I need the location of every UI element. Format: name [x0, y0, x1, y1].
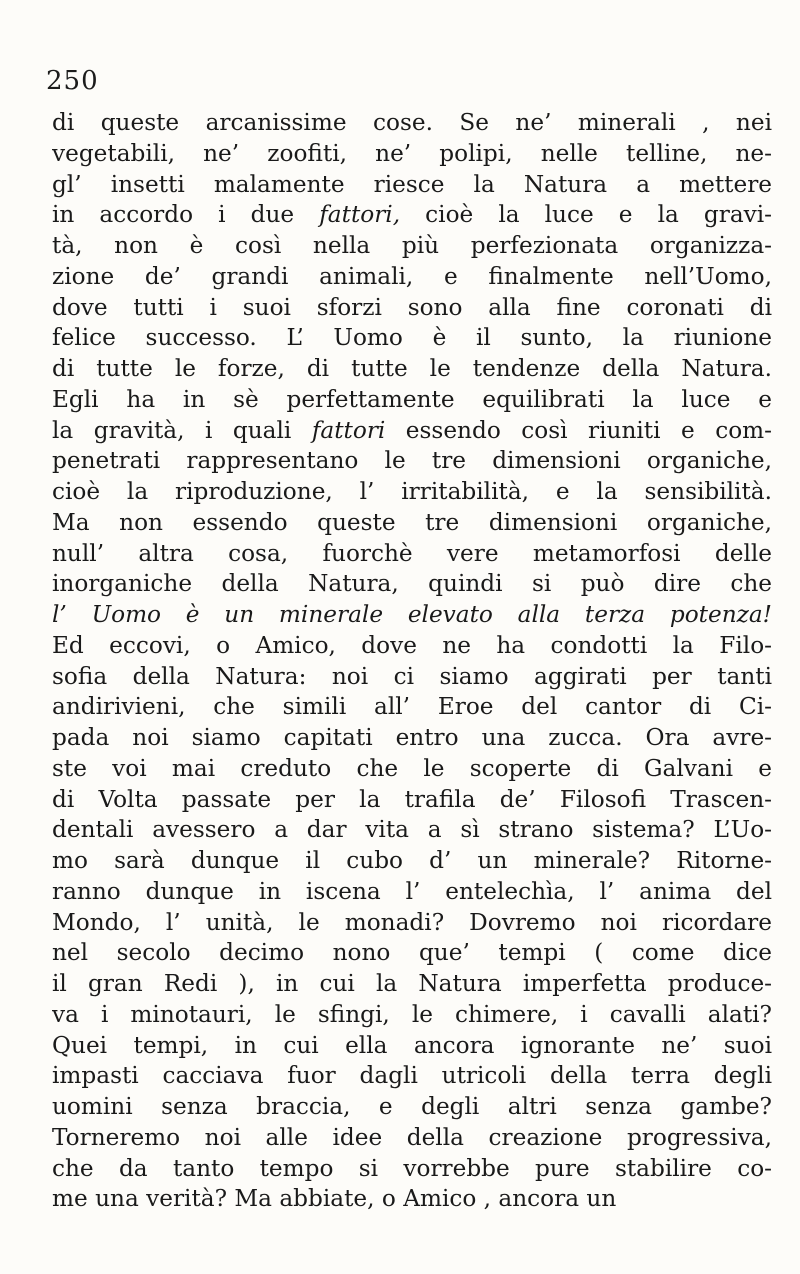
text-segment: va i minotauri, le sfingi, le chimere, i cavalli alati? — [52, 1000, 772, 1028]
text-segment: sofia della Natura: noi ci siamo aggirati per tanti — [52, 662, 772, 690]
text-line — [52, 1154, 772, 1185]
text-segment: penetrati rappresentano le tre dimensioni organiche, — [52, 447, 772, 475]
text-segment: gl’ insetti malamente riesce la Natura a mettere — [52, 170, 772, 198]
text-line — [52, 323, 772, 354]
text-line — [52, 938, 772, 969]
text-segment: che da tanto tempo si vorrebbe pure stabilire co- — [52, 1154, 772, 1182]
text-segment: Mondo, l’ unità, le monadi? Dovremo noi ricordare — [52, 908, 772, 936]
text-segment: ste voi mai creduto che le scoperte di Galvani e — [52, 754, 772, 782]
text-line — [52, 723, 772, 754]
text-segment: cioè la luce e la gravi- — [400, 201, 772, 229]
text-line — [52, 969, 772, 1000]
text-line — [52, 754, 772, 785]
text-segment: Ed eccovi, o Amico, dove ne ha condotti la Filo- — [52, 631, 772, 659]
text-segment: vegetabili, ne’ zoofiti, ne’ polipi, nelle telline, ne- — [52, 139, 772, 167]
text-line — [52, 200, 772, 231]
text-segment: di Volta passate per la trafila de’ Filosofi Trascen- — [52, 785, 772, 813]
page-number: 250 — [46, 66, 99, 96]
text-line — [52, 170, 772, 201]
text-line — [52, 416, 772, 447]
text-line — [52, 354, 772, 385]
text-segment: andirivieni, che simili all’ Eroe del cantor di Ci- — [52, 693, 772, 721]
text-segment: Egli ha in sè perfettamente equilibrati la luce e — [52, 385, 772, 413]
text-line — [52, 1092, 772, 1123]
text-segment: di queste arcanissime cose. Se ne’ minerali , nei — [52, 109, 772, 136]
text-segment: cioè la riproduzione, l’ irritabilità, e la sensibilità. — [52, 478, 772, 505]
text-line — [52, 231, 772, 262]
text-line — [52, 1061, 772, 1092]
text-segment: dentali avessero a dar vita a sì strano sistema? L’Uo- — [52, 816, 772, 844]
text-line — [52, 108, 772, 139]
text-line — [52, 600, 772, 631]
text-segment: di tutte le forze, di tutte le tendenze della Natura. — [52, 355, 772, 382]
text-segment: mo sarà dunque il cubo d’ un minerale? Ritorne- — [52, 847, 772, 874]
text-segment: inorganiche della Natura, quindi si può dire che — [52, 570, 772, 598]
text-line — [52, 1184, 772, 1215]
text-line — [52, 539, 772, 570]
body-text — [52, 108, 772, 1215]
text-line — [52, 1031, 772, 1062]
text-line — [52, 785, 772, 816]
text-segment: Quei tempi, in cui ella ancora ignorante ne’ suoi — [52, 1031, 772, 1059]
text-line — [52, 908, 772, 939]
text-segment: ranno dunque in iscena l’ entelechìa, l’ anima del — [52, 877, 772, 905]
text-segment: Ma non essendo queste tre dimensioni organiche, — [52, 508, 772, 536]
text-line — [52, 877, 772, 908]
italic-text: l’ Uomo è un minerale elevato alla terza potenza! — [52, 601, 772, 628]
text-line — [52, 815, 772, 846]
italic-text: fattori — [311, 416, 386, 444]
italic-text: fattori, — [319, 201, 401, 229]
text-line — [52, 631, 772, 662]
text-line — [52, 477, 772, 508]
text-line — [52, 508, 772, 539]
text-segment: null’ altra cosa, fuorchè vere metamorfosi delle — [52, 539, 772, 567]
text-segment: uomini senza braccia, e degli altri senza gambe? — [52, 1093, 772, 1120]
text-segment: pada noi siamo capitati entro una zucca. Ora avre- — [52, 724, 772, 751]
text-segment: tà, non è così nella più perfezionata organizza- — [52, 232, 772, 259]
text-line — [52, 1000, 772, 1031]
text-segment: impasti cacciava fuor dagli utricoli della terra degli — [52, 1062, 772, 1090]
text-segment: in accordo i due — [52, 201, 320, 229]
text-segment: me una verità? Ma abbiate, o Amico , ancora un — [52, 1185, 617, 1213]
text-line — [52, 293, 772, 324]
text-segment: essendo così riuniti e com- — [385, 416, 772, 444]
text-segment: nel secolo decimo nono que’ tempi ( come dice — [52, 939, 772, 967]
text-line — [52, 1123, 772, 1154]
text-segment: dove tutti i suoi sforzi sono alla fine coronati di — [52, 293, 772, 321]
text-line — [52, 446, 772, 477]
text-line — [52, 692, 772, 723]
text-segment: la gravità, i quali — [52, 416, 312, 444]
text-line — [52, 662, 772, 693]
text-line — [52, 385, 772, 416]
text-segment: Torneremo noi alle idee della creazione progressiva, — [52, 1123, 772, 1151]
text-segment: felice successo. L’ Uomo è il sunto, la riunione — [52, 324, 772, 352]
text-segment: il gran Redi ), in cui la Natura imperfetta produce- — [52, 970, 772, 997]
text-line — [52, 569, 772, 600]
text-segment: zione de’ grandi animali, e finalmente nell’Uomo, — [52, 262, 772, 290]
text-line — [52, 262, 772, 293]
text-line — [52, 846, 772, 877]
text-line — [52, 139, 772, 170]
